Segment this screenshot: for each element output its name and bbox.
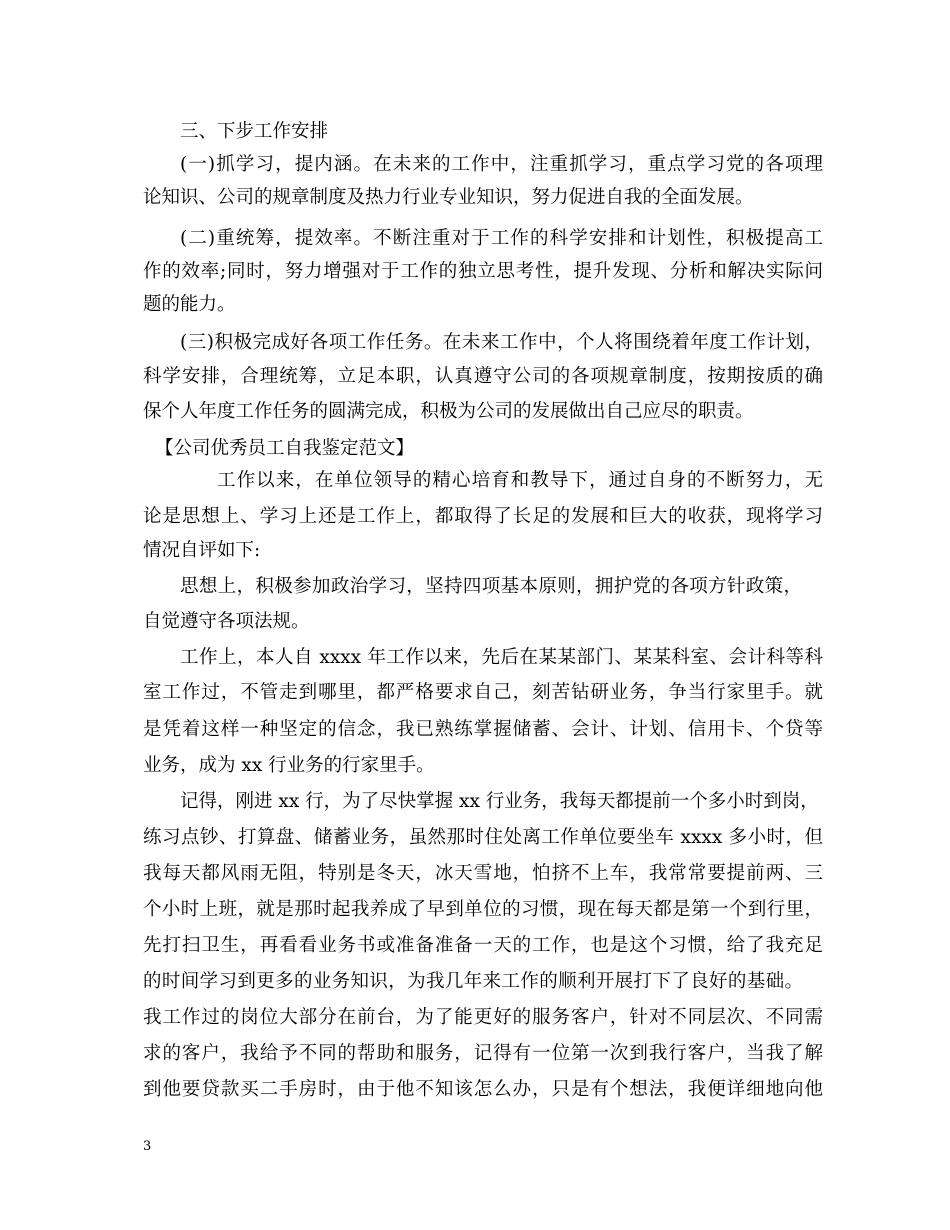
paragraph-line: 到他要贷款买二手房时，由于他不知该怎么办，只是有个想法，我便详细地向他 xyxy=(143,1079,823,1100)
paragraph-line: (三)积极完成好各项工作任务。在未来工作中，个人将围绕着年度工作计划， xyxy=(180,332,823,353)
paragraph-line: 保个人年度工作任务的圆满完成，积极为公司的发展做出自己应尽的职责。 xyxy=(143,401,754,422)
paragraph-line: (一)抓学习，提内涵。在未来的工作中，注重抓学习，重点学习党的各项理 xyxy=(180,154,823,175)
section-heading: 【公司优秀员工自我鉴定范文】 xyxy=(155,438,415,459)
paragraph-line: 个小时上班，就是那时起我养成了早到单位的习惯，现在每天都是第一个到行里， xyxy=(143,899,823,920)
paragraph-line: 室工作过，不管走到哪里，都严格要求自己，刻苦钻研业务，争当行家里手。就 xyxy=(143,682,823,703)
page-number: 3 xyxy=(143,1139,152,1154)
paragraph-line: 自觉遵守各项法规。 xyxy=(143,611,310,632)
paragraph-line: 情况自评如下: xyxy=(143,540,261,561)
paragraph-line: 工作上，本人自 xxxx 年工作以来，先后在某某部门、某某科室、会计科等科 xyxy=(180,647,823,668)
paragraph-line: 作的效率;同时，努力增强对于工作的独立思考性，提升发现、分析和解决实际问 xyxy=(143,261,823,282)
paragraph-line: 记得，刚进 xx 行，为了尽快掌握 xx 行业务，我每天都提前一个多小时到岗， xyxy=(180,791,819,812)
paragraph-line: 先打扫卫生，再看看业务书或准备准备一天的工作，也是这个习惯，给了我充足 xyxy=(143,935,823,956)
paragraph-line: 是凭着这样一种坚定的信念，我已熟练掌握储蓄、会计、计划、信用卡、个贷等 xyxy=(143,719,823,740)
paragraph-line: 论是思想上、学习上还是工作上，都取得了长足的发展和巨大的收获，现将学习 xyxy=(143,506,823,527)
paragraph-line: 论知识、公司的规章制度及热力行业专业知识，努力促进自我的全面发展。 xyxy=(143,187,754,208)
paragraph-line: 题的能力。 xyxy=(143,294,236,315)
paragraph-line: 练习点钞、打算盘、储蓄业务，虽然那时住处离工作单位要坐车 xxxx 多小时，但 xyxy=(143,827,823,848)
paragraph-line: 我工作过的岗位大部分在前台，为了能更好的服务客户，针对不同层次、不同需 xyxy=(143,1007,823,1028)
paragraph-line: 科学安排，合理统筹，立足本职，认真遵守公司的各项规章制度，按期按质的确 xyxy=(143,366,823,387)
paragraph-line: 业务，成为 xx 行业务的行家里手。 xyxy=(143,755,435,776)
paragraph-line: 的时间学习到更多的业务知识，为我几年来工作的顺利开展打下了良好的基础。 xyxy=(143,971,803,992)
paragraph-line: 求的客户，我给予不同的帮助和服务，记得有一位第一次到我行客户，当我了解 xyxy=(143,1043,823,1064)
paragraph-line: 工作以来，在单位领导的精心培育和教导下，通过自身的不断努力，无 xyxy=(217,470,823,491)
section-heading: 三、下步工作安排 xyxy=(180,121,329,142)
paragraph-line: (二)重统筹，提效率。不断注重对于工作的科学安排和计划性，积极提高工 xyxy=(180,228,823,249)
paragraph-line: 我每天都风雨无阻，特别是冬天，冰天雪地，怕挤不上车，我常常要提前两、三 xyxy=(143,863,823,884)
paragraph-line: 思想上，积极参加政治学习，坚持四项基本原则，拥护党的各项方针政策， xyxy=(180,576,802,597)
